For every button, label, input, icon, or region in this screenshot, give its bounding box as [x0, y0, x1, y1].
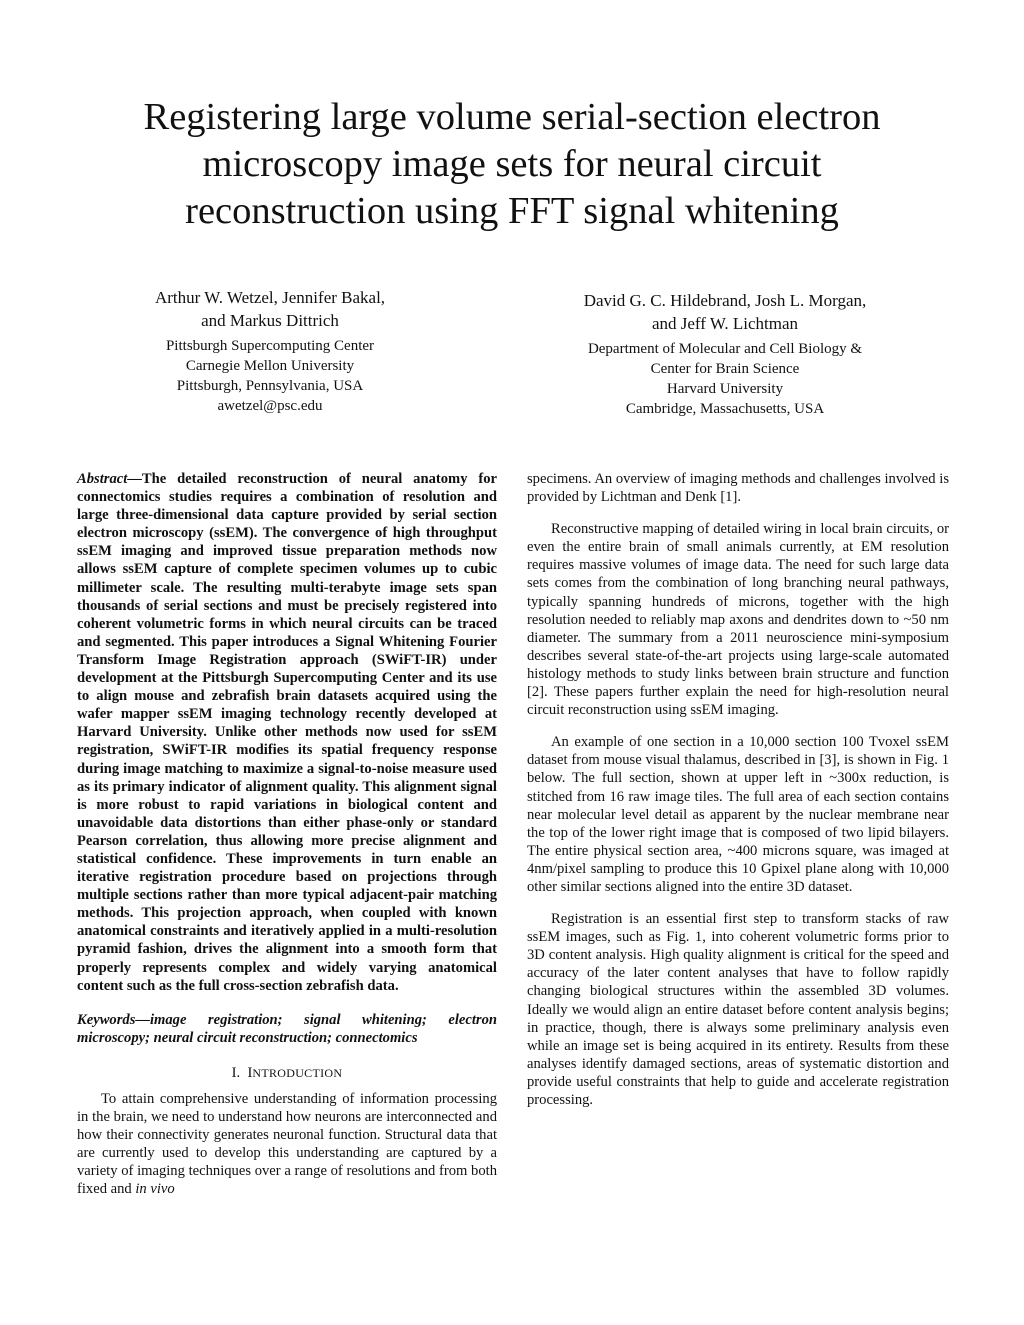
author-block-harvard	[545, 289, 905, 419]
author-name-line: and Jeff W. Lichtman	[651, 314, 799, 333]
affiliation-line: Harvard University	[666, 381, 784, 397]
title-line: Registering large volume serial-section electron	[143, 96, 881, 138]
paper-title	[60, 94, 964, 235]
intro-paragraph	[77, 1090, 497, 1199]
section-heading-introduction	[77, 1064, 497, 1082]
author-names	[120, 286, 420, 332]
author-name-line: and Markus Dittrich	[201, 311, 339, 330]
keywords-lead: Keywords	[77, 1011, 136, 1028]
keywords	[77, 1011, 497, 1047]
affiliation-line: Department of Molecular and Cell Biology &	[587, 341, 863, 357]
author-names	[545, 289, 905, 335]
body-paragraph: Registration is an essential first step to transform stacks of raw ssEM images, such as Fig. 1, into coherent volumetric forms prior to 3D content analysis. High quality alignment is critical for the speed and accuracy of the later content analyses that have to follow rapidly changing biological structures within the assembled 3D volumes. Ideally we would align an entire dataset before content analysis begins; in practice, though, there is always some preliminary analysis even while an image set is being acquired in its entirety. Results from these analyses identify damaged sections, areas of systematic distortion and provide useful constraints that help to guide and accelerate registration processing.	[527, 911, 949, 1108]
author-name-line: Arthur W. Wetzel, Jennifer Bakal,	[154, 288, 386, 307]
body-paragraph: An example of one section in a 10,000 section 100 Tvoxel ssEM dataset from mouse visual thalamus, described in [3], is shown in Fig. 1 below. The full section, shown at upper left in ~300x reduction, is stitched from 16 raw image tiles. The full area of each section contains near molecular level detail as apparent by the nuclear membrane near the top of the lower right image that is composed of two lipid bilayers. The entire physical section area, ~400 microns square, was imaged at 4nm/pixel sampling to produce this 10 Gpixel plane along with 10,000 other similar sections aligned into the entire 3D dataset.	[527, 734, 949, 895]
author-name-line: David G. C. Hildebrand, Josh L. Morgan,	[583, 291, 867, 310]
right-column	[527, 470, 949, 1109]
affiliation-line: Carnegie Mellon University	[185, 358, 355, 374]
author-email: awetzel@psc.edu	[217, 398, 323, 414]
abstract-lead: Abstract	[77, 471, 128, 487]
affiliation-line: Pittsburgh, Pennsylvania, USA	[176, 378, 364, 394]
body-paragraph: specimens. An overview of imaging methods and challenges involved is provided by Lichtman and Denk [1].	[527, 471, 949, 506]
affiliation-line: Pittsburgh Supercomputing Center	[165, 338, 375, 354]
affiliation-line: Cambridge, Massachusetts, USA	[625, 401, 825, 417]
title-line: reconstruction using FFT signal whitening	[185, 190, 839, 232]
section-number: I.	[231, 1064, 241, 1081]
abstract	[77, 470, 497, 995]
left-column	[77, 470, 497, 1199]
author-affiliation	[545, 339, 905, 419]
keywords-text: —image registration; signal whitening; electron microscopy; neural circuit reconstruction; connectomics	[77, 1011, 497, 1046]
author-block-psc	[120, 286, 420, 416]
intro-paragraph-italic: in vivo	[135, 1181, 175, 1198]
title-line: microscopy image sets for neural circuit	[202, 143, 822, 185]
section-initial: I	[247, 1064, 253, 1081]
body-paragraph: Reconstructive mapping of detailed wiring in local brain circuits, or even the entire brain of small animals currently, at EM resolution requires massive volumes of image data. The need for such large data sets comes from the combination of long branching neural pathways, typically spanning hundreds of microns, together with the high resolution needed to reliably map axons and dendrites down to ~50 nm diameter. The summary from a 2011 neuroscience mini-symposium describes several state-of-the-art projects using large-scale automated histology methods to study links between brain structure and function [2]. These papers further explain the need for high-resolution neural circuit reconstruction using ssEM imaging.	[527, 521, 949, 719]
abstract-text: —The detailed reconstruction of neural anatomy for connectomics studies requires a combination of resolution and large three-dimensional data capture provided by serial section electron microscopy (ssEM). The convergence of high throughput ssEM imaging and improved tissue preparation methods now allows ssEM capture of complete specimen volumes up to cubic millimeter scale. The resulting multi-terabyte image sets span thousands of serial sections and must be precisely registered into coherent volumetric forms in which neural circuits can be traced and segmented. This paper introduces a Signal Whitening Fourier Transform Image Registration approach (SWiFT-IR) under development at the Pittsburgh Supercomputing Center and its use to align mouse and zebrafish brain datasets acquired using the wafer mapper ssEM imaging technology recently developed at Harvard University. Unlike other methods now used for ssEM registration, SWiFT-IR modifies its spatial frequency response during image matching to maximize a signal-to-noise measure used as its primary indicator of alignment quality. This alignment signal is more robust to rapid variations in biological content and unavoidable data distortions than either phase-only or standard Pearson correlation, thus allowing more precise alignment and statistical confidence. These improvements in turn enable an iterative registration procedure based on projections through multiple sections rather than more typical adjacent-pair matching methods. This projection approach, when coupled with known anatomical constraints and iteratively applied in a multi-resolution pyramid fashion, drives the alignment into a smooth form that properly represents complex and widely varying anatomical content such as the full cross-section zebrafish data.	[77, 471, 497, 994]
author-affiliation	[120, 336, 420, 416]
intro-paragraph-text: To attain comprehensive understanding of information processing in the brain, we need to understand how neurons are interconnected and how their connectivity generates neuronal function. Structural data that are currently used to develop this understanding are captured by a variety of imaging techniques over a range of resolutions and from both fixed and	[77, 1091, 497, 1198]
affiliation-line: Center for Brain Science	[650, 361, 800, 377]
section-title-rest: NTRODUCTION	[252, 1065, 343, 1080]
